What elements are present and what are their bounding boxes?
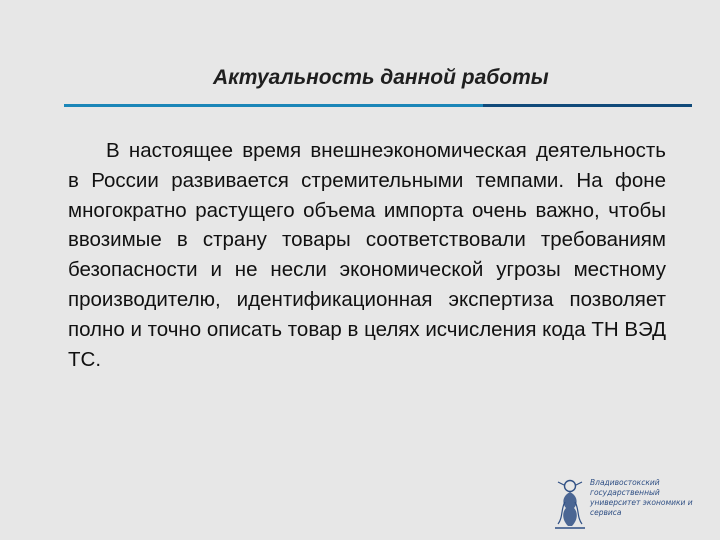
university-emblem-icon	[550, 478, 590, 530]
slide-title: Актуальность данной работы	[213, 66, 549, 89]
university-logo	[550, 478, 710, 530]
body-paragraph: В настоящее время внешнеэкономическая деятельность в России развивается стремительными темпами. На фоне многократно растущего объема импорта очень важно, чтобы ввозимые в страну товары соответствовали требованиям безопасности и не несли экономической угрозы местному производителю, идентификационная экспертиза позволяет полно и точно описать товар в целях исчисления кода ТН ВЭД ТС.	[68, 139, 666, 371]
university-name: Владивостокский государственный университет экономики и сервиса	[590, 478, 693, 517]
title-underline-accent	[483, 104, 692, 107]
